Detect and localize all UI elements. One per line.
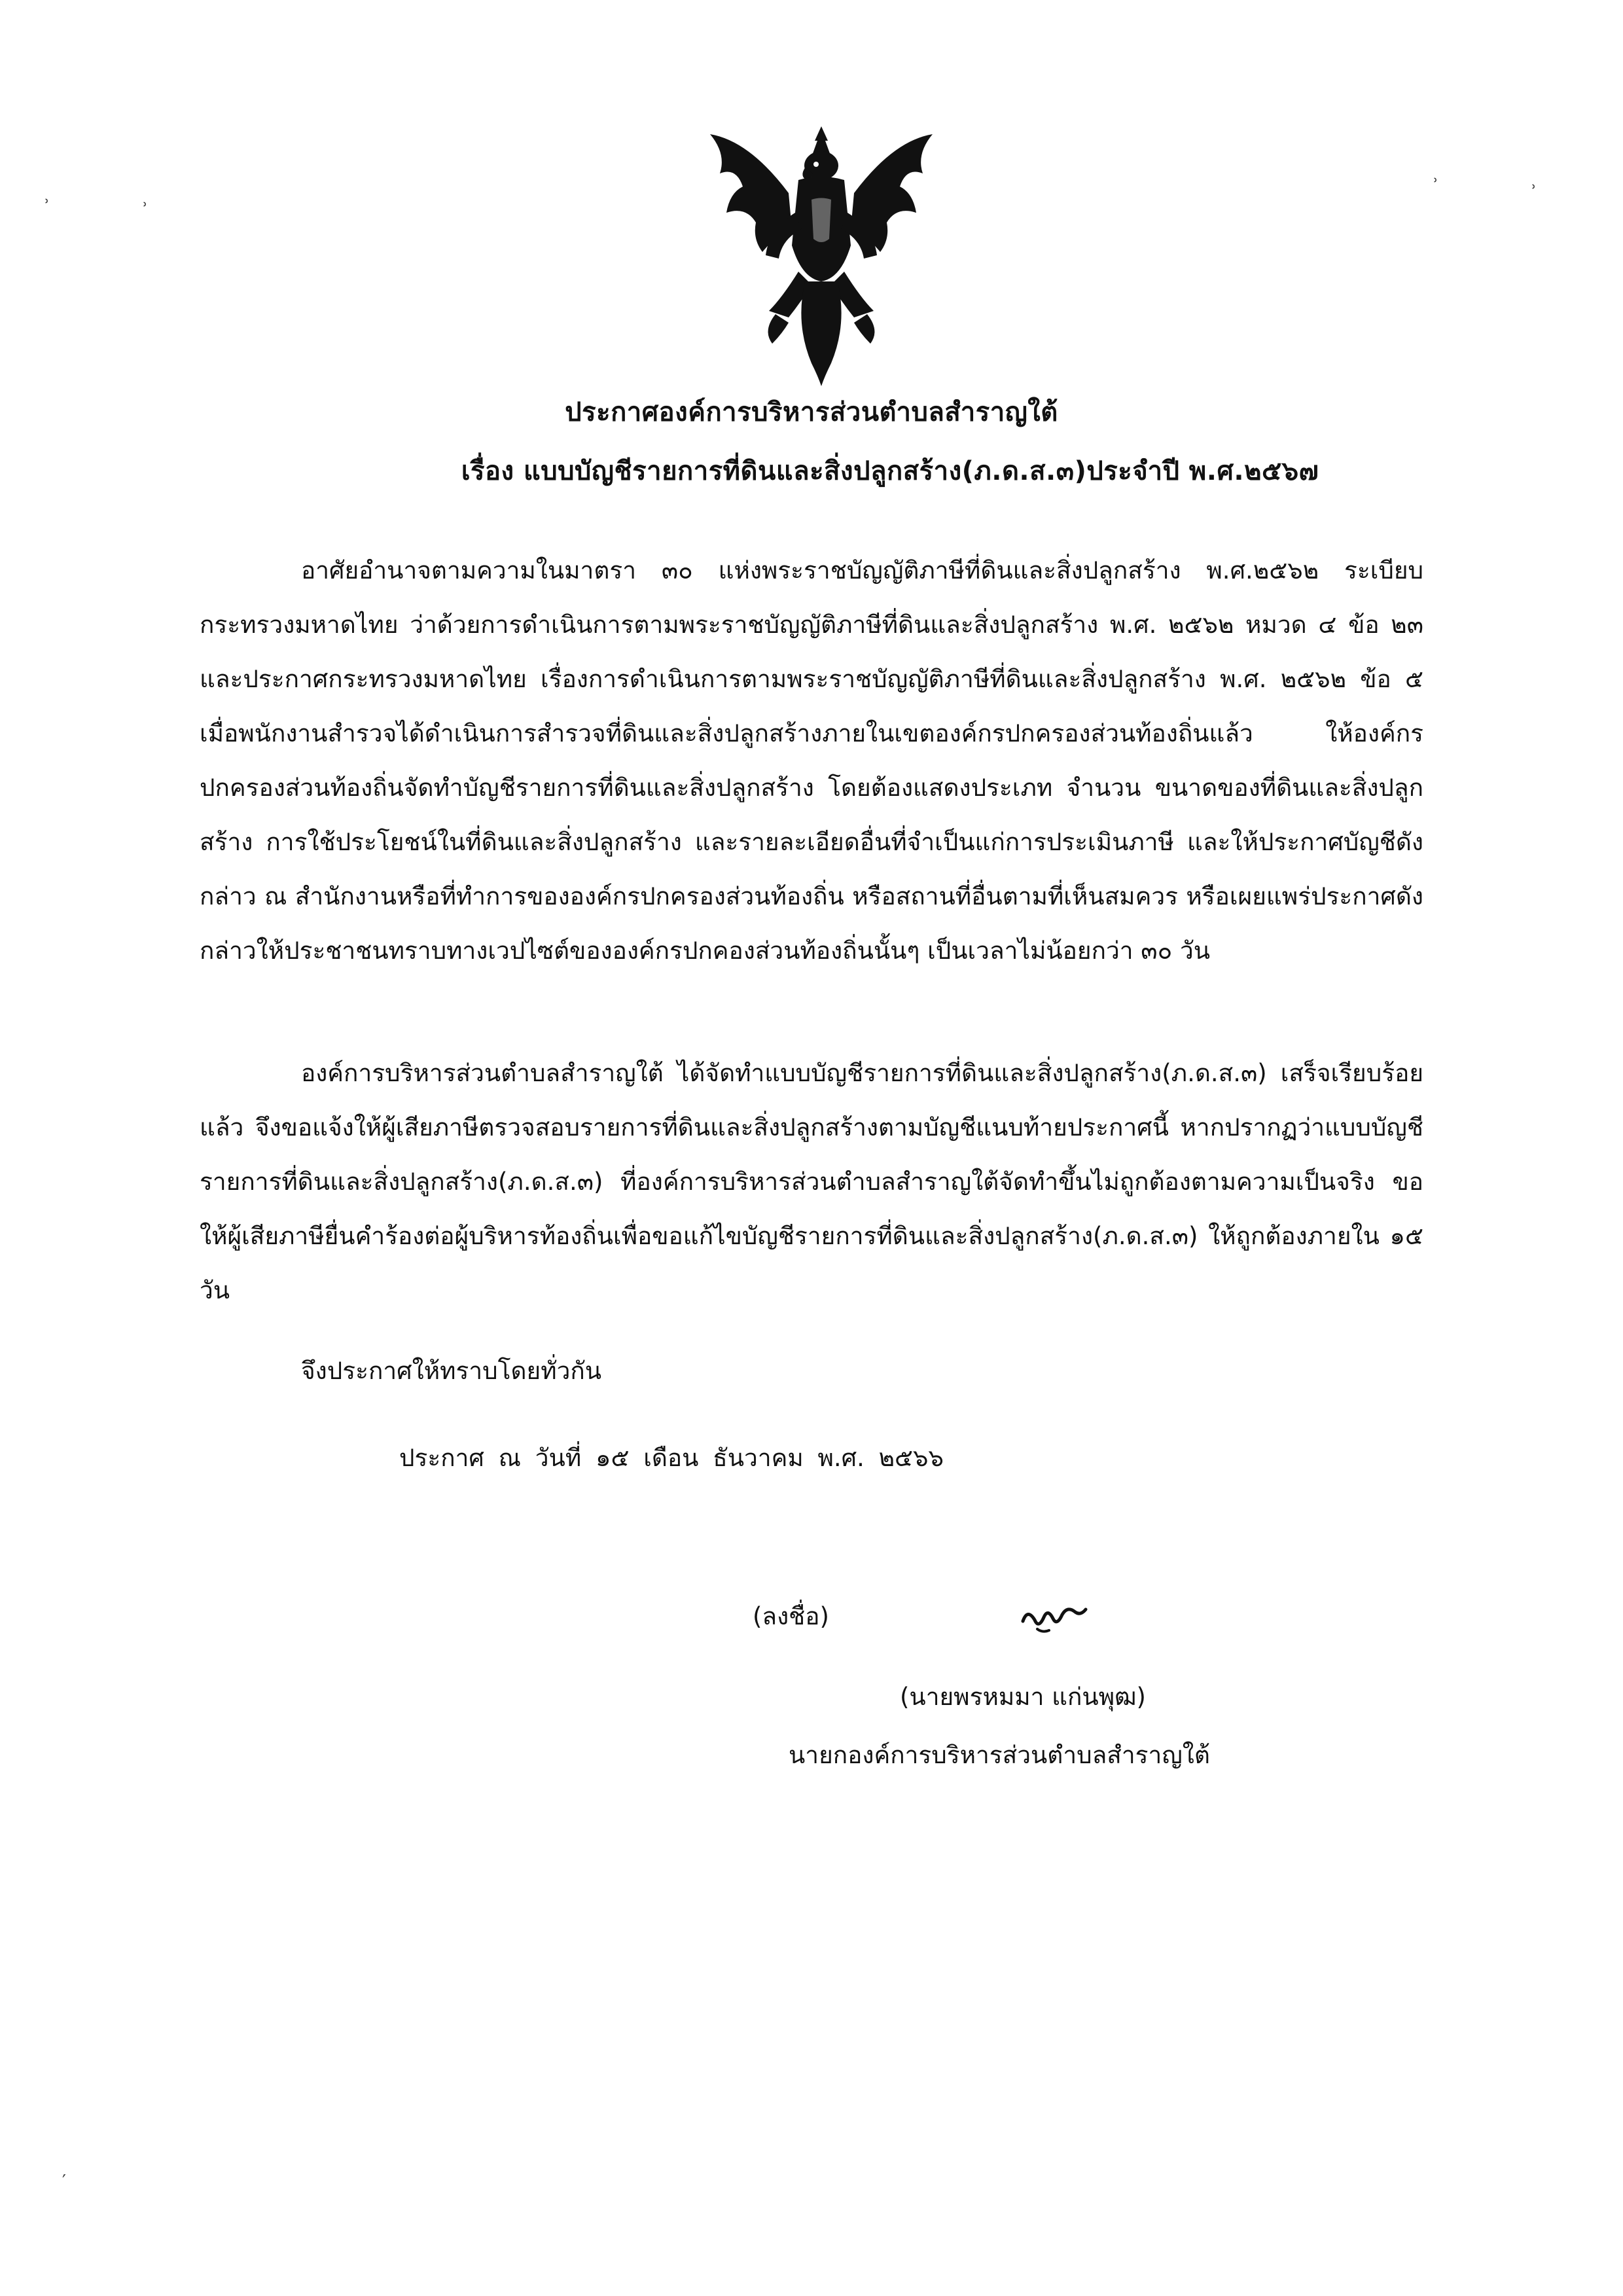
handwritten-signature-icon: [1018, 1600, 1090, 1640]
scan-speck: ′: [62, 2172, 66, 2191]
body-paragraph-1: อาศัยอำนาจตามความในมาตรา ๓๐ แห่งพระราชบัญญัติภาษีที่ดินและสิ่งปลูกสร้าง พ.ศ.๒๕๖๒ ระเบียบกระทรวงมหาดไทย ว่าด้วยการดำเนินการตามพระราชบัญญัติภาษีที่ดินและสิ่งปลูกสร้าง พ.ศ. ๒๕๖๒ หมวด ๔ ข้อ ๒๓ และประกาศกระทรวงมหาดไทย เรื่องการดำเนินการตามพระราชบัญญัติภาษีที่ดินและสิ่งปลูกสร้าง พ.ศ. ๒๕๖๒ ข้อ ๕ เมื่อพนักงานสำรวจได้ดำเนินการสำรวจที่ดินและสิ่งปลูกสร้างภายในเขตองค์กรปกครองส่วนท้องถิ่นแล้ว ให้องค์กรปกครองส่วนท้องถิ่นจัดทำบัญชีรายการที่ดินและสิ่งปลูกสร้าง โดยต้องแสดงประเภท จำนวน ขนาดของที่ดินและสิ่งปลูกสร้าง การใช้ประโยชน์ในที่ดินและสิ่งปลูกสร้าง และรายละเอียดอื่นที่จำเป็นแก่การประเมินภาษี และให้ประกาศบัญชีดังกล่าว ณ สำนักงานหรือที่ทำการขององค์กรปกครองส่วนท้องถิ่น หรือสถานที่อื่นตามที่เห็นสมควร หรือเผยแพร่ประกาศดังกล่าวให้ประชาชนทราบทางเวปไซต์ขององค์กรปกคองส่วนท้องถิ่นนั้นๆ เป็นเวลาไม่น้อยกว่า ๓๐ วัน: [200, 556, 1423, 965]
scan-speck: ʾ: [1531, 182, 1537, 202]
signed-label: (ลงชื่อ): [753, 1602, 829, 1630]
announcement-subject: เรื่อง แบบบัญชีรายการที่ดินและสิ่งปลูกสร้าง(ภ.ด.ส.๓)ประจำปี พ.ศ.๒๕๖๗: [461, 456, 1319, 486]
scan-speck: ʾ: [45, 196, 50, 216]
closing-statement: จึงประกาศให้ทราบโดยทั่วกัน: [301, 1357, 602, 1385]
body-paragraph-2: องค์การบริหารส่วนตำบลสำราญใต้ ได้จัดทำแบบบัญชีรายการที่ดินและสิ่งปลูกสร้าง(ภ.ด.ส.๓) เสร็จเรียบร้อยแล้ว จึงขอแจ้งให้ผู้เสียภาษีตรวจสอบรายการที่ดินและสิ่งปลูกสร้างตามบัญชีแนบท้ายประกาศนี้ หากปรากฏว่าแบบบัญชีรายการที่ดินและสิ่งปลูกสร้าง(ภ.ด.ส.๓) ที่องค์การบริหารส่วนตำบลสำราญใต้จัดทำขึ้นไม่ถูกต้องตามความเป็นจริง ขอให้ผู้เสียภาษียื่นคำร้องต่อผู้บริหารท้องถิ่นเพื่อขอแก้ไขบัญชีรายการที่ดินและสิ่งปลูกสร้าง(ภ.ด.ส.๓) ให้ถูกต้องภายใน ๑๕ วัน: [200, 1059, 1423, 1304]
announcement-title: ประกาศองค์การบริหารส่วนตำบลสำราญใต้: [565, 397, 1058, 427]
scan-speck: ʾ: [143, 200, 148, 219]
scan-speck: ʾ: [1433, 175, 1438, 195]
signer-name: (นายพรหมมา แก่นพุฒ): [900, 1683, 1146, 1711]
signer-position: นายกองค์การบริหารส่วนตำบลสำราญใต้: [789, 1741, 1210, 1769]
announcement-date: ประกาศ ณ วันที่ ๑๕ เดือน ธันวาคม พ.ศ. ๒๕๖๖: [399, 1444, 944, 1472]
garuda-emblem-icon: [690, 115, 952, 389]
